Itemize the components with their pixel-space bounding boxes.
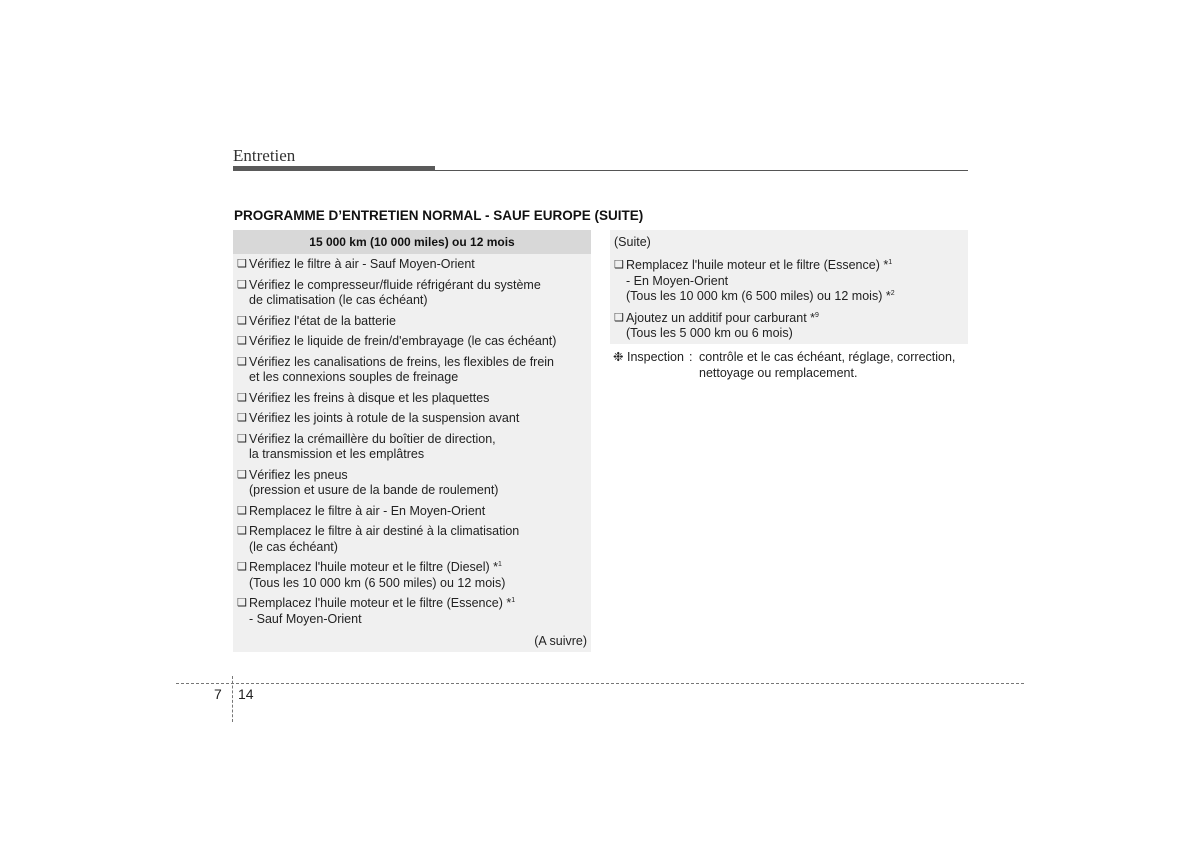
inspection-definition: contrôle et le cas échéant, réglage, correction,: [699, 350, 956, 364]
section-title: Entretien: [233, 146, 296, 165]
inspection-definition: nettoyage ou remplacement.: [699, 365, 858, 380]
list-item: [237, 504, 587, 520]
item-text: (pression et usure de la bande de roulement): [249, 483, 499, 497]
item-text: Vérifiez la crémaillère du boîtier de direction,: [249, 431, 496, 446]
inspection-term: Inspection: [626, 350, 684, 364]
item-text: Vérifiez les joints à rotule de la suspension avant: [249, 411, 520, 425]
asterism-icon: ❉: [613, 350, 624, 364]
checkbox-icon: ❑: [237, 391, 247, 404]
item-text: (le cas échéant): [249, 539, 338, 554]
item-text: Vérifiez les pneus: [249, 467, 348, 482]
schedule-box-left: [233, 230, 591, 652]
item-text: Ajoutez un additif pour carburant *: [626, 310, 816, 325]
list-item: [237, 391, 587, 407]
checkbox-icon: ❑: [237, 314, 247, 327]
list-item: [237, 314, 587, 330]
page-chapter: 7: [214, 686, 222, 702]
item-text: (Tous les 5 000 km ou 6 mois): [626, 326, 793, 340]
footnote-mark: 1: [511, 596, 516, 604]
item-text: - Sauf Moyen-Orient: [249, 611, 362, 626]
inspection-colon: :: [689, 350, 693, 364]
item-text: Vérifiez les freins à disque et les plaquettes: [249, 390, 490, 405]
checkbox-icon: ❑: [237, 468, 247, 481]
checkbox-icon: ❑: [237, 335, 247, 347]
item-text: (Tous les 10 000 km (6 500 miles) ou 12 mois): [249, 575, 506, 590]
schedule-box-title: 15 000 km (10 000 miles) ou 12 mois: [233, 230, 591, 254]
list-item: [237, 278, 587, 309]
footer-divider: [176, 683, 1024, 684]
continued-from-note: (Suite): [614, 235, 651, 249]
continued-note: (A suivre): [534, 634, 587, 648]
footnote-mark: 1: [888, 258, 893, 266]
item-text: Remplacez l'huile moteur et le filtre (Diesel) *: [249, 560, 499, 574]
checkbox-icon: ❑: [237, 561, 247, 573]
item-text: Vérifiez le filtre à air - Sauf Moyen-Orient: [249, 257, 475, 271]
footnote-mark: 9: [815, 311, 819, 319]
list-item: [237, 334, 587, 350]
list-item: [614, 258, 964, 305]
item-text: de climatisation (le cas échéant): [249, 293, 428, 307]
list-item: [237, 257, 587, 273]
list-item: [237, 355, 587, 386]
checkbox-icon: ❑: [237, 504, 247, 517]
item-text: Vérifiez le compresseur/fluide réfrigérant du système: [249, 277, 541, 292]
item-text: (Tous les 10 000 km (6 500 miles) ou 12 mois) *: [626, 289, 891, 303]
header-rule-accent: [233, 166, 435, 171]
item-text: Remplacez l'huile moteur et le filtre (Essence) *: [249, 596, 512, 610]
checkbox-icon: ❑: [237, 355, 247, 368]
list-item: [237, 468, 587, 499]
item-text: Remplacez le filtre à air - En Moyen-Orient: [249, 503, 486, 518]
schedule-items-right: [610, 258, 968, 342]
list-item: [237, 524, 587, 555]
item-text: Vérifiez l'état de la batterie: [249, 313, 396, 328]
list-item: [237, 560, 587, 591]
footer-divider-vertical: [232, 676, 233, 722]
footnote-mark: 2: [890, 289, 895, 297]
item-text: - En Moyen-Orient: [626, 273, 729, 288]
checkbox-icon: ❑: [614, 311, 624, 324]
checkbox-icon: ❑: [237, 597, 247, 609]
list-item: [614, 311, 964, 342]
checkbox-icon: ❑: [237, 432, 247, 445]
footnote-mark: 1: [498, 560, 502, 568]
item-text: Vérifiez les canalisations de freins, les flexibles de frein: [249, 354, 555, 369]
schedule-items: [233, 254, 591, 627]
checkbox-icon: ❑: [237, 412, 247, 424]
item-text: la transmission et les emplâtres: [249, 447, 425, 461]
page-heading: PROGRAMME D’ENTRETIEN NORMAL - SAUF EUROPE (SUITE): [234, 208, 644, 223]
checkbox-icon: ❑: [237, 525, 247, 537]
schedule-box-right: [610, 230, 968, 344]
page-number: 14: [238, 686, 254, 702]
item-text: et les connexions souples de freinage: [249, 370, 459, 384]
checkbox-icon: ❑: [614, 259, 624, 271]
checkbox-icon: ❑: [237, 258, 247, 270]
list-item: [237, 432, 587, 463]
item-text: Remplacez le filtre à air destiné à la climatisation: [249, 524, 520, 538]
item-text: Remplacez l'huile moteur et le filtre (Essence) *: [626, 258, 889, 272]
item-text: Vérifiez le liquide de frein/d'embrayage (le cas échéant): [249, 334, 557, 348]
list-item: [237, 596, 587, 627]
list-item: [237, 411, 587, 427]
checkbox-icon: ❑: [237, 278, 247, 291]
